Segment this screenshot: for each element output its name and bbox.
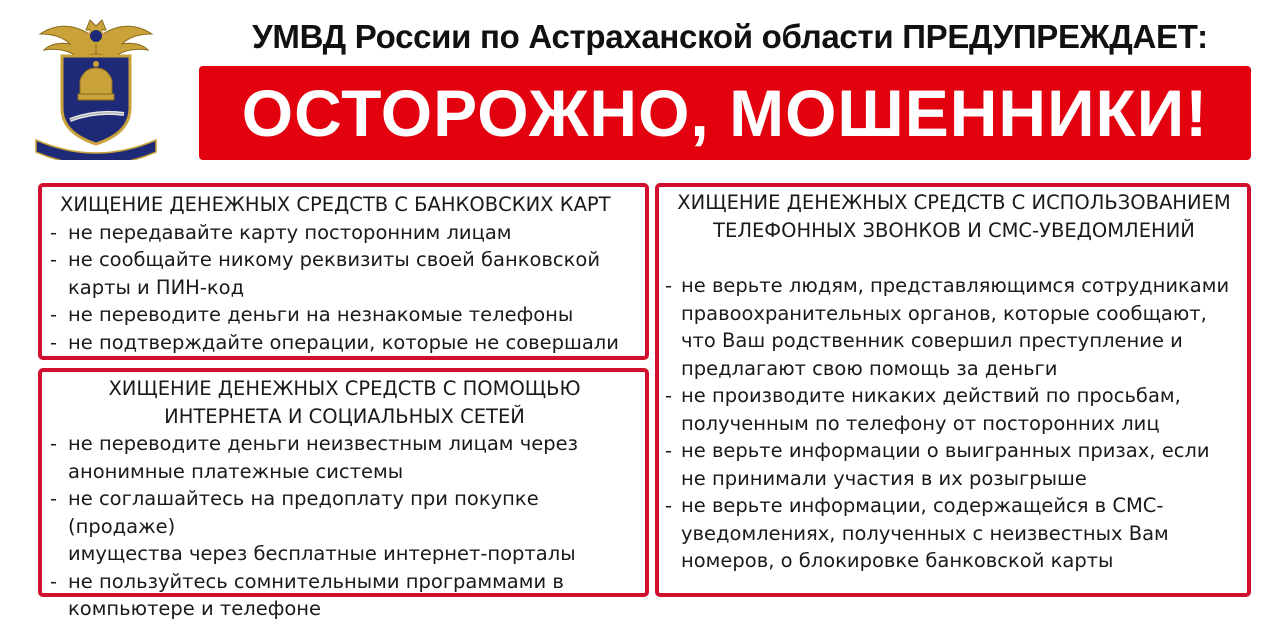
- section-internet-title-line2: ИНТЕРНЕТА И СОЦИАЛЬНЫХ СЕТЕЙ: [164, 404, 525, 428]
- section-bank-cards-list: [50, 219, 639, 357]
- list-item: - не переводите деньги неизвестным лицам через анонимные платежные системы: [50, 430, 639, 485]
- list-item: - не подтверждайте операции, которые не совершали: [50, 329, 639, 357]
- section-bank-cards: [38, 183, 649, 360]
- section-phone-sms-title-line2: ТЕЛЕФОННЫХ ЗВОНКОВ И СМС-УВЕДОМЛЕНИЙ: [713, 219, 1195, 242]
- section-phone-sms-title-line1: ХИЩЕНИЕ ДЕНЕЖНЫХ СРЕДСТВ С ИСПОЛЬЗОВАНИЕМ: [677, 191, 1231, 214]
- list-item: - не верьте информации, содержащейся в СМС- уведомлениях, полученных с неизвестных Вам номеров, о блокировке банковской карты: [665, 492, 1243, 575]
- list-item: - не переводите деньги на незнакомые телефоны: [50, 301, 639, 329]
- page-title: УМВД России по Астраханской области ПРЕДУПРЕЖДАЕТ:: [252, 18, 1208, 55]
- section-internet: [38, 368, 649, 620]
- section-internet-list: [50, 430, 639, 623]
- list-item: - не передавайте карту посторонним лицам: [50, 219, 639, 247]
- list-item: - не соглашайтесь на предоплату при покупке (продаже) имущества через бесплатные интернет-порталы: [50, 485, 639, 568]
- section-phone-sms-list: [665, 272, 1243, 575]
- list-item: - не производите никаких действий по просьбам, полученным по телефону от посторонних лиц: [665, 382, 1243, 437]
- list-item: - не сообщайте никому реквизиты своей банковской карты и ПИН-код: [50, 246, 639, 301]
- list-item: - не верьте информации о выигранных призах, если не принимали участия в их розыгрыше: [665, 437, 1243, 492]
- section-phone-sms: [655, 183, 1251, 597]
- warning-banner-text: ОСТОРОЖНО, МОШЕННИКИ!: [241, 76, 1209, 150]
- list-item: - не пользуйтесь сомнительными программами в компьютере и телефоне: [50, 568, 639, 623]
- section-internet-title-line1: ХИЩЕНИЕ ДЕНЕЖНЫХ СРЕДСТВ С ПОМОЩЬЮ: [108, 377, 581, 400]
- section-bank-cards-title: ХИЩЕНИЕ ДЕНЕЖНЫХ СРЕДСТВ С БАНКОВСКИХ КАРТ: [60, 193, 611, 216]
- list-item: - не верьте людям, представляющимся сотрудниками правоохранительных органов, которые сообщают, что Ваш родственник совершил преступление и предлагают свою помощь за деньги: [665, 272, 1243, 382]
- warning-banner: [199, 66, 1251, 160]
- police-emblem-icon: [30, 10, 162, 160]
